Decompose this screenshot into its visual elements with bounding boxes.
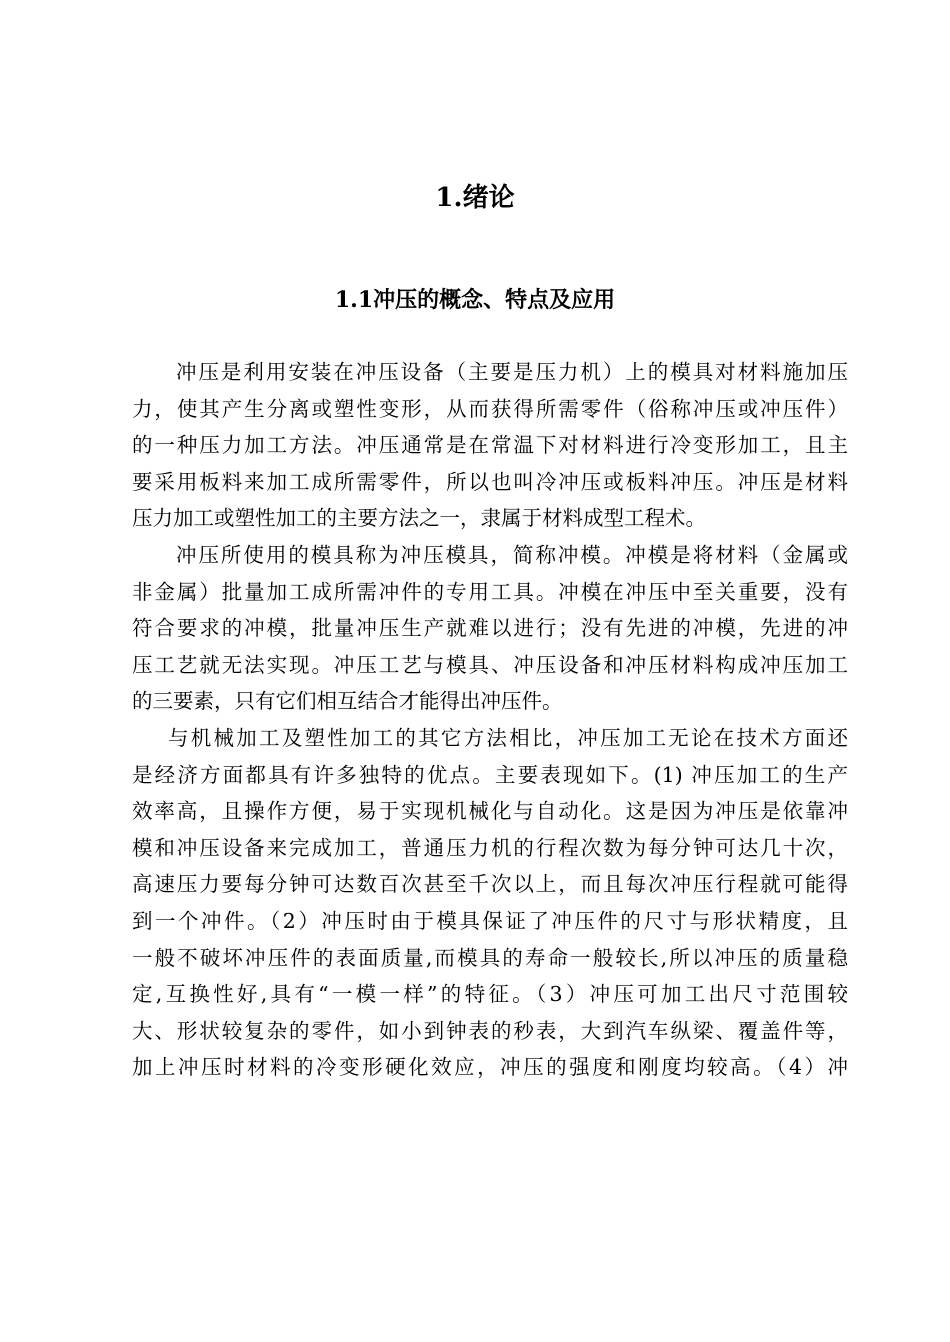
text-line: 的一种压力加工方法。冲压通常是在常温下对材料进行冷变形加工，且主 — [132, 433, 848, 458]
text-line: 压力加工或塑性加工的主要方法之一，隶属于材料成型工程术。 — [132, 506, 706, 531]
text-line: 的三要素，只有它们相互结合才能得出冲压件。 — [132, 689, 563, 714]
text-line: 非金属）批量加工成所需冲件的专用工具。冲模在冲压中至关重要，没有 — [132, 579, 848, 604]
text-line: 冲压所使用的模具称为冲压模具，简称冲模。冲模是将材料（金属或 — [176, 542, 848, 567]
paragraph-stamping-die — [132, 537, 848, 720]
text-line: 要采用板料来加工成所需零件，所以也叫冷冲压或板料冲压。冲压是材料 — [132, 469, 848, 494]
text-line: 高速压力要每分钟可达数百次甚至千次以上，而且每次冲压行程就可能得 — [132, 872, 848, 897]
text-line: 效率高，且操作方便，易于实现机械化与自动化。这是因为冲压是依靠冲 — [132, 799, 848, 824]
section-title: 1.1冲压的概念、特点及应用 — [334, 287, 616, 313]
paragraph-stamping-concept — [132, 354, 848, 537]
paragraph-stamping-advantages — [132, 720, 848, 1086]
text-line: 定,互换性好,具有“一模一样”的特征。（3）冲压可加工出尺寸范围较 — [132, 982, 848, 1007]
text-line: 力，使其产生分离或塑性变形，从而获得所需零件（俗称冲压或冲压件） — [132, 396, 848, 421]
text-line: 加上冲压时材料的冷变形硬化效应，冲压的强度和刚度均较高。（4）冲 — [132, 1055, 848, 1080]
text-line: 模和冲压设备来完成加工，普通压力机的行程次数为每分钟可达几十次， — [132, 835, 848, 860]
text-line: 到一个冲件。（2）冲压时由于模具保证了冲压件的尺寸与形状精度，且 — [132, 908, 848, 933]
text-line: 与机械加工及塑性加工的其它方法相比，冲压加工无论在技术方面还 — [168, 725, 848, 750]
text-line: 是经济方面都具有许多独特的优点。主要表现如下。(1) 冲压加工的生产 — [132, 762, 848, 787]
body-text — [132, 354, 848, 1086]
text-line: 大、形状较复杂的零件，如小到钟表的秒表，大到汽车纵梁、覆盖件等， — [132, 1018, 848, 1043]
chapter-title: 1.绪论 — [435, 183, 515, 213]
text-line: 冲压是利用安装在冲压设备（主要是压力机）上的模具对材料施加压 — [176, 360, 848, 384]
text-line: 符合要求的冲模，批量冲压生产就难以进行；没有先进的冲模，先进的冲 — [132, 616, 848, 641]
text-line: 压工艺就无法实现。冲压工艺与模具、冲压设备和冲压材料构成冲压加工 — [132, 652, 848, 677]
text-line: 一般不破坏冲压件的表面质量,而模具的寿命一般较长,所以冲压的质量稳 — [132, 945, 848, 970]
